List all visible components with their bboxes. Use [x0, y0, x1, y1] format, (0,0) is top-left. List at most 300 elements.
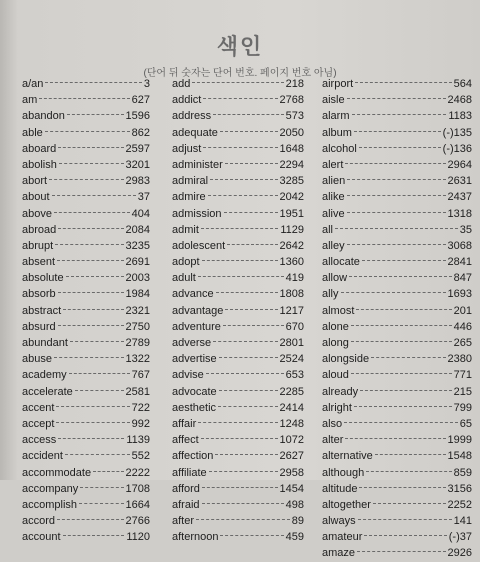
index-number: 1708: [125, 482, 150, 495]
index-entry: [22, 286, 150, 302]
index-number: 419: [285, 272, 304, 285]
leader-dots: [224, 212, 278, 213]
index-entry: [172, 286, 304, 302]
index-word: advocate: [172, 385, 217, 398]
index-number: 2597: [125, 142, 150, 155]
index-number: 3156: [447, 482, 472, 495]
index-number: 1129: [280, 223, 304, 236]
leader-dots: [210, 179, 277, 180]
leader-dots: [58, 292, 124, 293]
index-word: a/an: [22, 78, 44, 90]
index-word: alike: [322, 191, 345, 204]
index-entry: [322, 238, 472, 254]
index-entry: [322, 206, 472, 222]
index-word: am: [22, 94, 38, 107]
leader-dots: [208, 195, 278, 196]
leader-dots: [347, 212, 446, 213]
index-word: abundant: [22, 337, 68, 349]
leader-dots: [213, 114, 284, 115]
index-number: 2437: [447, 191, 472, 204]
index-number: 1693: [447, 288, 472, 301]
index-number: 767: [131, 369, 150, 382]
index-word: affiliate: [172, 466, 207, 479]
leader-dots: [54, 357, 124, 358]
index-word: alert: [322, 158, 344, 171]
index-entry: [322, 448, 472, 464]
index-word: amateur: [322, 531, 363, 544]
leader-dots: [75, 390, 124, 391]
index-entry: [22, 497, 150, 513]
index-number: 2222: [125, 466, 150, 479]
index-word: addict: [172, 94, 202, 107]
index-entry: [22, 400, 150, 416]
index-word: about: [22, 191, 50, 204]
index-number: 992: [131, 417, 150, 430]
index-word: abrupt: [22, 239, 54, 252]
index-number: 1072: [279, 434, 304, 447]
leader-dots: [201, 228, 278, 229]
leader-dots: [209, 471, 278, 472]
leader-dots: [351, 373, 452, 374]
index-entry: [322, 513, 472, 529]
index-word: adolescent: [172, 239, 226, 252]
leader-dots: [354, 131, 441, 132]
index-number: 1999: [447, 434, 472, 447]
index-number: 771: [453, 369, 472, 382]
index-entry: [322, 545, 472, 561]
leader-dots: [57, 260, 123, 261]
page-title: 색인: [216, 34, 264, 59]
index-word: accelerate: [22, 385, 73, 398]
leader-dots: [213, 341, 277, 342]
index-entry: [322, 108, 472, 124]
index-number: 3068: [447, 239, 472, 252]
index-word: academy: [22, 369, 67, 382]
index-entry: [322, 254, 472, 270]
index-entry: [22, 351, 150, 367]
leader-dots: [198, 276, 284, 277]
index-word: aloud: [322, 369, 349, 382]
leader-dots: [355, 82, 451, 83]
index-word: adverse: [172, 337, 212, 349]
index-number: 1454: [279, 482, 304, 495]
leader-dots: [196, 519, 290, 520]
index-word: adjust: [172, 142, 202, 155]
index-word: allocate: [322, 256, 360, 269]
index-word: account: [22, 531, 61, 544]
index-entry: [172, 432, 304, 448]
leader-dots: [362, 260, 446, 261]
index-entry: [172, 465, 304, 481]
leader-dots: [220, 535, 283, 536]
leader-dots: [45, 131, 130, 132]
index-number: 2627: [279, 450, 304, 463]
index-number: (-)136: [442, 142, 472, 155]
leader-dots: [58, 325, 124, 326]
index-word: alter: [322, 434, 344, 447]
index-word: administer: [172, 158, 223, 171]
index-number: 446: [453, 320, 472, 333]
leader-dots: [69, 373, 130, 374]
index-word: amaze: [322, 547, 356, 560]
index-word: abort: [22, 175, 48, 188]
index-number: 653: [285, 369, 304, 382]
index-word: advertise: [172, 353, 217, 366]
index-entry: [22, 416, 150, 432]
index-number: 1951: [279, 207, 304, 220]
index-word: afford: [172, 482, 200, 495]
index-entry: [172, 222, 304, 238]
index-entry: [172, 416, 304, 432]
index-entry: [172, 189, 304, 205]
index-word: affair: [172, 417, 197, 430]
leader-dots: [354, 406, 452, 407]
index-number: 201: [453, 304, 472, 317]
index-entry: [172, 529, 304, 545]
leader-dots: [55, 244, 123, 245]
index-word: above: [22, 207, 52, 220]
leader-dots: [225, 309, 277, 310]
index-entry: [322, 481, 472, 497]
index-entry: [172, 92, 304, 108]
index-number: 215: [453, 385, 472, 398]
index-word: absent: [22, 256, 56, 269]
leader-dots: [344, 422, 458, 423]
index-number: 141: [453, 515, 472, 528]
leader-dots: [70, 341, 124, 342]
index-entry: [22, 319, 150, 335]
index-number: 1664: [125, 498, 150, 511]
index-entry: [22, 432, 150, 448]
index-number: 2380: [447, 353, 472, 366]
index-number: 2958: [279, 466, 304, 479]
leader-dots: [371, 357, 445, 358]
index-entry: [172, 497, 304, 513]
index-number: 552: [131, 450, 150, 463]
index-word: admission: [172, 207, 222, 220]
index-number: 89: [291, 515, 304, 528]
leader-dots: [49, 179, 123, 180]
index-entry: [322, 319, 472, 335]
index-number: 35: [459, 223, 472, 236]
index-entry: [322, 286, 472, 302]
index-number: 1139: [126, 434, 150, 447]
leader-dots: [66, 276, 124, 277]
leader-dots: [65, 454, 130, 455]
index-word: abandon: [22, 110, 65, 123]
index-entry: [172, 303, 304, 319]
leader-dots: [358, 519, 452, 520]
index-entry: [22, 367, 150, 383]
leader-dots: [373, 503, 446, 504]
leader-dots: [202, 260, 278, 261]
leader-dots: [347, 98, 446, 99]
index-number: 218: [285, 78, 304, 90]
index-number: 2964: [447, 158, 472, 171]
leader-dots: [219, 357, 278, 358]
index-word: admiral: [172, 175, 209, 188]
index-entry: [322, 384, 472, 400]
index-number: 1318: [447, 207, 472, 220]
index-number: 2789: [125, 337, 150, 349]
index-word: access: [22, 434, 57, 447]
index-entry: [322, 529, 472, 545]
leader-dots: [203, 98, 277, 99]
index-entry: [322, 270, 472, 286]
index-word: abuse: [22, 353, 52, 366]
leader-dots: [59, 163, 124, 164]
index-number: 3201: [125, 158, 150, 171]
page-subtitle: (단어 뒤 숫자는 단어 번호. 페이지 번호 아님): [143, 68, 337, 79]
index-entry: [22, 465, 150, 481]
index-word: all: [322, 223, 334, 236]
leader-dots: [347, 195, 446, 196]
index-entry: [172, 108, 304, 124]
index-number: 2285: [279, 385, 304, 398]
leader-dots: [225, 163, 278, 164]
leader-dots: [335, 228, 458, 229]
index-entry: [172, 157, 304, 173]
index-entry: [172, 384, 304, 400]
index-number: 1648: [279, 142, 304, 155]
index-word: admit: [172, 223, 199, 236]
index-number: 1808: [279, 288, 304, 301]
index-word: absolute: [22, 272, 64, 285]
index-word: abstract: [22, 304, 62, 317]
index-word: alongside: [322, 353, 370, 366]
index-number: 2414: [279, 401, 304, 414]
index-entry: [22, 92, 150, 108]
leader-dots: [58, 438, 124, 439]
index-entry: [322, 222, 472, 238]
index-entry: [172, 513, 304, 529]
index-number: 265: [453, 337, 472, 349]
index-entry: [172, 400, 304, 416]
index-word: accept: [22, 417, 55, 430]
index-entry: [22, 254, 150, 270]
index-entry: [22, 206, 150, 222]
index-entry: [322, 335, 472, 351]
index-entry: [172, 76, 304, 92]
index-word: adventure: [172, 320, 221, 333]
index-number: 2252: [447, 498, 472, 511]
index-number: 2766: [125, 515, 150, 528]
index-number: 1322: [125, 353, 150, 366]
index-word: advance: [172, 288, 214, 301]
leader-dots: [351, 325, 452, 326]
index-entry: [322, 351, 472, 367]
index-word: affection: [172, 450, 214, 463]
index-word: airport: [322, 78, 354, 90]
leader-dots: [202, 487, 278, 488]
index-entry: [172, 448, 304, 464]
index-entry: [22, 238, 150, 254]
index-entry: [172, 254, 304, 270]
index-word: able: [22, 126, 43, 139]
index-word: aboard: [22, 142, 57, 155]
index-number: 1360: [279, 256, 304, 269]
index-word: accord: [22, 515, 56, 528]
leader-dots: [220, 131, 278, 132]
index-number: 670: [285, 320, 304, 333]
index-word: accident: [22, 450, 63, 463]
leader-dots: [58, 228, 123, 229]
index-number: (-)135: [442, 126, 472, 139]
index-word: altitude: [322, 482, 358, 495]
index-number: 2524: [279, 353, 304, 366]
index-number: 2983: [125, 175, 150, 188]
index-number: 799: [453, 401, 472, 414]
index-number: 1984: [125, 288, 150, 301]
index-number: 2926: [447, 547, 472, 560]
index-number: 404: [131, 207, 150, 220]
index-word: affect: [172, 434, 199, 447]
leader-dots: [341, 292, 446, 293]
leader-dots: [366, 471, 451, 472]
index-word: admire: [172, 191, 206, 204]
leader-dots: [360, 390, 452, 391]
index-entry: [22, 76, 150, 92]
leader-dots: [356, 309, 451, 310]
index-word: advantage: [172, 304, 224, 317]
index-word: adequate: [172, 126, 218, 139]
leader-dots: [93, 471, 123, 472]
index-entry: [22, 125, 150, 141]
index-number: 862: [131, 126, 150, 139]
index-entry: [172, 125, 304, 141]
index-entry: [22, 448, 150, 464]
index-entry: [22, 513, 150, 529]
index-entry: [22, 529, 150, 545]
index-entry: [322, 173, 472, 189]
leader-dots: [202, 503, 284, 504]
index-word: abolish: [22, 158, 57, 171]
index-number: 3285: [279, 175, 304, 188]
index-number: 2084: [125, 223, 150, 236]
index-entry: [22, 108, 150, 124]
index-number: 627: [131, 94, 150, 107]
index-entry: [172, 173, 304, 189]
leader-dots: [347, 244, 446, 245]
leader-dots: [219, 390, 278, 391]
index-number: 2801: [279, 337, 304, 349]
index-entry: [22, 270, 150, 286]
index-number: 1596: [125, 110, 150, 123]
index-number: 2691: [125, 256, 150, 269]
index-word: allow: [322, 272, 348, 285]
index-number: 722: [131, 401, 150, 414]
index-number: 1120: [126, 531, 150, 544]
index-entry: [22, 335, 150, 351]
index-number: 2003: [125, 272, 150, 285]
index-entry: [172, 335, 304, 351]
index-word: aisle: [322, 94, 345, 107]
leader-dots: [227, 244, 277, 245]
index-word: advise: [172, 369, 204, 382]
index-number: 2294: [279, 158, 304, 171]
index-number: 65: [459, 417, 472, 430]
index-word: accompany: [22, 482, 79, 495]
index-entry: [322, 92, 472, 108]
index-number: (-)37: [448, 531, 472, 544]
index-word: afraid: [172, 498, 200, 511]
leader-dots: [349, 276, 452, 277]
leader-dots: [357, 551, 445, 552]
leader-dots: [359, 147, 441, 148]
index-entry: [322, 76, 472, 92]
index-word: alarm: [322, 110, 350, 123]
index-word: alive: [322, 207, 345, 220]
index-number: 2042: [279, 191, 304, 204]
index-number: 37: [137, 191, 150, 204]
index-number: 2841: [447, 256, 472, 269]
index-word: abroad: [22, 223, 57, 236]
index-number: 2642: [279, 239, 304, 252]
index-number: 1183: [448, 110, 472, 123]
leader-dots: [351, 341, 452, 342]
index-number: 2768: [279, 94, 304, 107]
leader-dots: [364, 535, 446, 536]
index-word: alley: [322, 239, 345, 252]
index-word: album: [322, 126, 352, 139]
index-word: alone: [322, 320, 349, 333]
index-word: absurd: [22, 320, 56, 333]
index-entry: [22, 384, 150, 400]
leader-dots: [216, 292, 278, 293]
leader-dots: [201, 438, 278, 439]
index-entry: [322, 432, 472, 448]
leader-dots: [56, 422, 129, 423]
index-entry: [322, 125, 472, 141]
leader-dots: [218, 406, 277, 407]
index-number: 2750: [125, 320, 150, 333]
index-entry: [22, 303, 150, 319]
leader-dots: [345, 438, 445, 439]
index-entry: [172, 481, 304, 497]
leader-dots: [57, 519, 123, 520]
index-word: always: [322, 515, 356, 528]
index-entry: [172, 206, 304, 222]
index-word: along: [322, 337, 349, 349]
index-entry: [322, 367, 472, 383]
index-word: alcohol: [322, 142, 357, 155]
index-word: absorb: [22, 288, 56, 301]
leader-dots: [345, 163, 445, 164]
leader-dots: [63, 535, 125, 536]
index-word: afternoon: [172, 531, 219, 544]
index-number: 573: [285, 110, 304, 123]
leader-dots: [215, 454, 277, 455]
index-number: 1217: [279, 304, 304, 317]
index-word: alright: [322, 401, 352, 414]
index-number: 3235: [125, 239, 150, 252]
index-number: 2631: [447, 175, 472, 188]
index-number: 1248: [279, 417, 304, 430]
index-entry: [322, 465, 472, 481]
index-word: accommodate: [22, 466, 92, 479]
index-number: 3: [143, 78, 150, 90]
index-entry: [322, 157, 472, 173]
index-word: alternative: [322, 450, 373, 463]
index-number: 859: [453, 466, 472, 479]
index-entry: [172, 270, 304, 286]
index-word: also: [322, 417, 343, 430]
leader-dots: [359, 487, 445, 488]
index-word: after: [172, 515, 195, 528]
leader-dots: [347, 179, 445, 180]
leader-dots: [52, 195, 136, 196]
index-number: 564: [453, 78, 472, 90]
